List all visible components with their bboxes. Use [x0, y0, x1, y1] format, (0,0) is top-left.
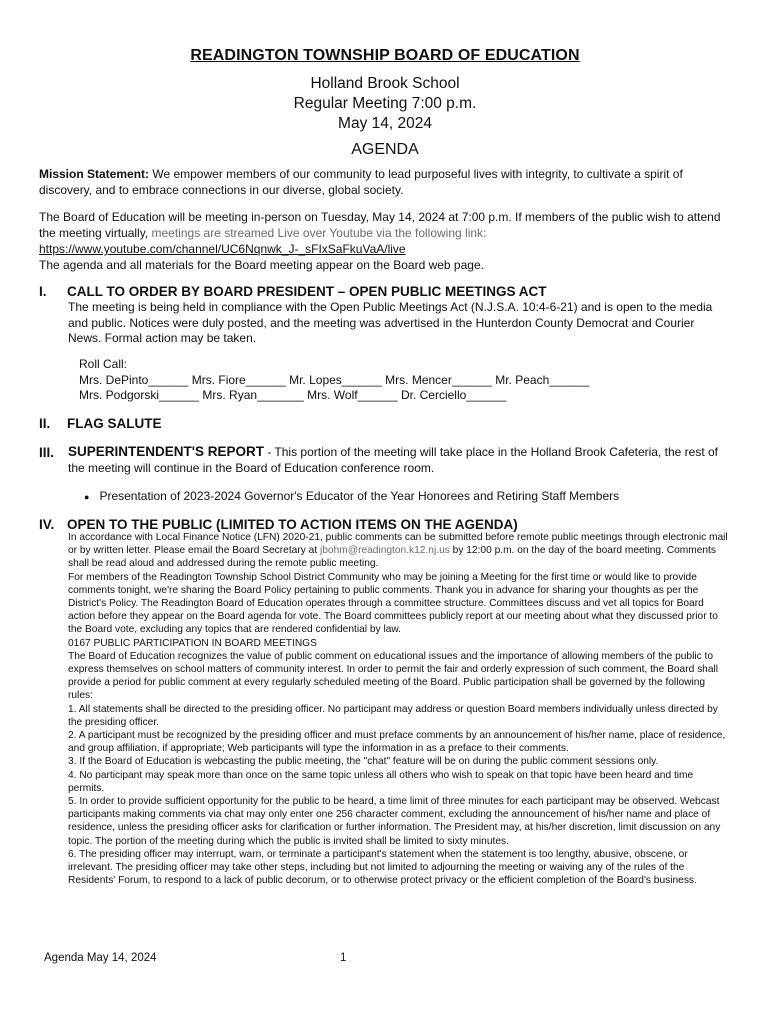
section-2-heading: FLAG SALUTE: [67, 416, 162, 431]
intro-text: The Board of Education will be meeting in-person on Tuesday, May 14, 2024 at 7:00 p.m. If members of the public wish to attend the meeting virtually,: [39, 210, 721, 240]
bullet-text: Presentation of 2023-2024 Governor's Educator of the Year Honorees and Retiring Staff Members: [99, 489, 620, 503]
section-1-body: The meeting is being held in compliance with the Open Public Meetings Act (N.J.S.A. 10:4-6-21) and is open to the media and public. Notices were duly posted, and the meeting was advertised in the Hunterdon County Democrat and Courier News. Formal action may be taken.: [68, 300, 713, 345]
meeting-time: Regular Meeting 7:00 p.m.: [293, 95, 477, 112]
materials-text: The agenda and all materials for the Board meeting appear on the Board web page.: [39, 258, 484, 272]
intro-paragraph: [39, 209, 729, 273]
rule-2: 2. A participant must be recognized by the presiding officer and must preface comments by an announcement of his/her name, place of residence, and group affiliation, if appropriate; Web participants will type the information in as a preface to their comments.: [68, 730, 726, 755]
bullet-icon: ●: [84, 491, 90, 502]
roll-call-line-1: Mrs. DePinto______ Mrs. Fiore______ Mr. Lopes______ Mrs. Mencer______ Mr. Peach______: [79, 372, 590, 387]
page-number: 1: [340, 952, 347, 964]
stream-text: meetings are streamed Live over Youtube via the following link:: [151, 226, 487, 240]
mission-text: We empower members of our community to lead purposeful lives with integrity, to cultivate a spirit of discovery, and to embrace connections in our diverse, global society.: [39, 167, 683, 197]
section-4-heading: OPEN TO THE PUBLIC (LIMITED TO ACTION ITEMS ON THE AGENDA): [67, 517, 518, 532]
rule-1: 1. All statements shall be directed to the presiding officer. No participant may address or question Board members individually unless directed by the presiding officer.: [68, 703, 718, 728]
roll-call-label: Roll Call:: [79, 357, 128, 371]
section-1-heading: CALL TO ORDER BY BOARD PRESIDENT – OPEN PUBLIC MEETINGS ACT: [67, 284, 547, 299]
agenda-heading: AGENDA: [351, 141, 419, 158]
section-3-paragraph: [68, 444, 730, 476]
public-comment-rules: [68, 531, 730, 887]
section-3-number: III.: [39, 445, 55, 460]
roll-call-line-2: Mrs. Podgorski______ Mrs. Ryan_______ Mrs. Wolf______ Dr. Cerciello______: [79, 388, 507, 402]
members-paragraph: For members of the Readington Township School District Community who may be joining a Meeting for the first time or would like to provide comments tonight, we're sharing the Board Policy pertaining to public comments. Thank you in advance for sharing your thoughts as per the District's Policy. The Readington Board of Education operates through a committee structure. Committees discuss and vet all topics for Board action before they appear on the Board agenda for vote. The Board committees publicly report at our meeting about what they discussed prior to the Board vote, excluding any topics that are rendered confidential by law.: [68, 571, 718, 636]
section-2-number: II.: [39, 416, 51, 431]
section-3-bullet: [68, 489, 619, 503]
lfn-paragraph: [68, 531, 730, 571]
mission-statement: [39, 166, 729, 198]
section-3-heading: SUPERINTENDENT'S REPORT: [68, 444, 264, 459]
lfn-text: In accordance with Local Finance Notice (LFN) 2020-21, public comments can be submitted before remote public meetings through electronic mail or by written letter. Please email the Board Secretary at: [68, 532, 728, 557]
meeting-date: May 14, 2024: [338, 115, 432, 132]
rule-4: 4. No participant may speak more than once on the same topic unless all others who wish to speak on that topic have been heard and time permits.: [68, 769, 694, 794]
rule-6: 6. The presiding officer may interrupt, warn, or terminate a participant's statement when the statement is too lengthy, abusive, obscene, or irrelevant. The presiding officer may take other steps, including but not limited to adjourning the meeting or waiving any of the rules of the Residents' Forum, to respond to a lack of public decorum, or to otherwise protect privacy or the efficient completion of the Board's business.: [68, 848, 697, 887]
rule-5: 5. In order to provide sufficient opportunity for the public to be heard, a time limit of three minutes for each participant may be observed. Webcast participants making comments via chat may only enter one 256 character comment, excluding the announcement of his/her name and place of residence, unless the presiding officer asks for clarification or further information. The President may, at his/her discretion, limit discussion on any topic. The portion of the meeting during which the public is invited shall be limited to sixty minutes.: [68, 796, 721, 847]
mission-label: Mission Statement:: [39, 167, 150, 181]
lfn-text-2: by 12:00 p.m. on the day of the board meeting. Comments shall be read aloud and addressed during the remote public meeting.: [68, 545, 716, 570]
rule-3: 3. If the Board of Education is webcasting the public meeting, the "chat" feature will be on during the public comment sessions only.: [68, 756, 659, 768]
school-name: Holland Brook School: [310, 75, 460, 92]
policy-intro: The Board of Education recognizes the value of public comment on educational issues and the importance of allowing members of the public to express themselves on school matters of community interest. In order to permit the fair and orderly expression of such comment, the Board shall provide a period for public comment at every regularly scheduled meeting of the Board. Public participation shall be governed by the following rules:: [68, 650, 719, 702]
policy-title: 0167 PUBLIC PARTICIPATION IN BOARD MEETINGS: [68, 637, 317, 649]
section-3-body: - This portion of the meeting will take place in the Holland Brook Cafeteria, the rest of the meeting will continue in the Board of Education conference room.: [68, 445, 718, 475]
footer-date: Agenda May 14, 2024: [44, 952, 157, 964]
roll-call: [79, 357, 719, 404]
secretary-email[interactable]: jbohm@readington.k12.nj.us: [319, 545, 450, 557]
section-1-number: I.: [39, 284, 47, 299]
section-4-number: IV.: [39, 517, 55, 532]
document-title: READINGTON TOWNSHIP BOARD OF EDUCATION: [190, 47, 580, 64]
youtube-link[interactable]: https://www.youtube.com/channel/UC6Nqnwk_J-_sFIxSaFkuVaA/live: [39, 242, 406, 256]
